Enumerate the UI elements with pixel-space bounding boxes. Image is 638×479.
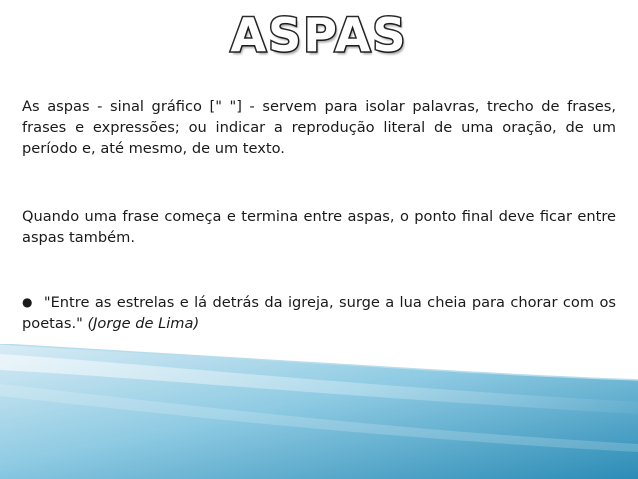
- bullet-icon: ●: [22, 295, 33, 309]
- decorative-wave-band: [0, 344, 638, 479]
- paragraph-rule: Quando uma frase começa e termina entre aspas, o ponto final deve ficar entre aspas também.: [22, 208, 616, 246]
- paragraph-definition: As aspas - sinal gráfico [" "] - servem para isolar palavras, trecho de frases, frases e expressões; ou indicar a reprodução literal de uma oração, de um período e, até mesmo, de um texto.: [22, 98, 616, 157]
- paragraph-example: [22, 292, 616, 334]
- slide-title: ASPAS: [230, 8, 408, 62]
- example-quote: "Entre as estrelas e lá detrás da igreja, surge a lua cheia para chorar com os poetas.": [22, 294, 616, 332]
- example-author: (Jorge de Lima): [87, 315, 200, 332]
